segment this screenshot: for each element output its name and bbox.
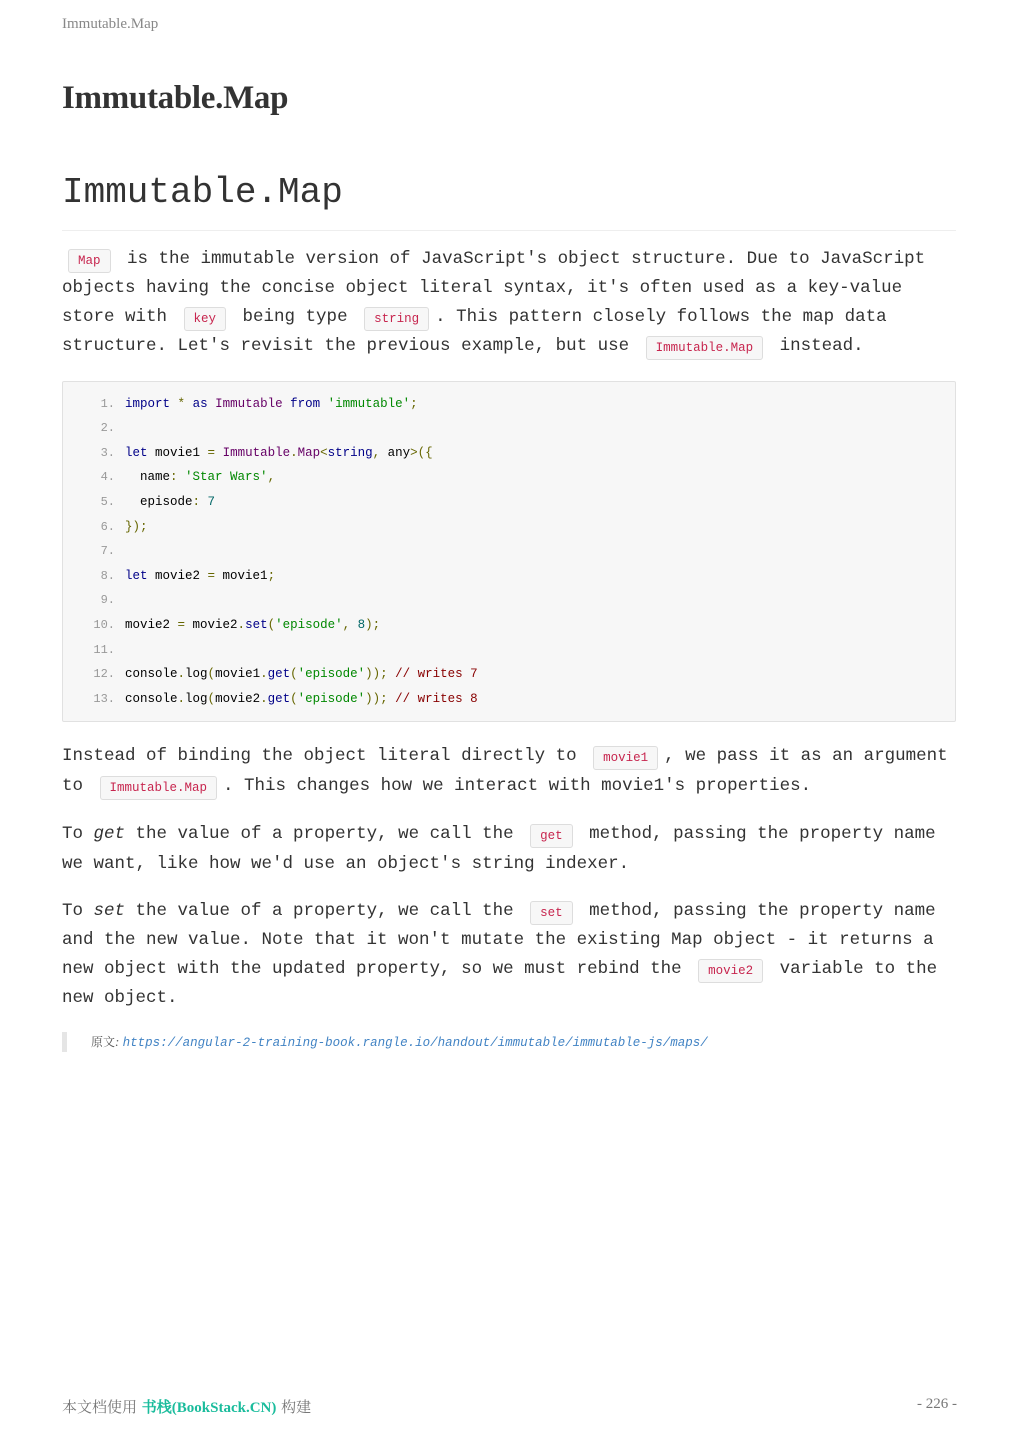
code-token — [200, 495, 208, 509]
code-token: console — [125, 691, 178, 706]
code-token: movie2 — [125, 617, 178, 632]
line-number: 3. — [100, 445, 115, 460]
section-title: Immutable.Map — [62, 170, 956, 231]
paragraph-text: To — [62, 824, 94, 845]
code-token: episode — [125, 495, 193, 509]
code-text — [125, 687, 478, 712]
code-token: ( — [207, 691, 216, 706]
footer-prefix: 本文档使用 — [62, 1398, 142, 1416]
code-token — [208, 397, 216, 411]
code-token: log — [185, 667, 208, 682]
code-token: }); — [125, 519, 148, 534]
code-token: // writes 8 — [395, 691, 478, 706]
code-token: = — [207, 445, 216, 460]
inline-code-map: Map — [68, 249, 111, 273]
article-body — [62, 245, 962, 1052]
line-number: 9. — [100, 593, 115, 608]
inline-code-immutable-map: Immutable.Map — [646, 336, 764, 360]
code-token: . — [237, 617, 246, 632]
code-token: ; — [410, 396, 418, 411]
code-text — [125, 613, 380, 638]
line-number: 10. — [93, 617, 115, 632]
code-token: ; — [267, 568, 276, 583]
code-token: Map — [297, 445, 321, 460]
inline-code-string: string — [364, 307, 429, 331]
code-token: let — [125, 568, 148, 583]
line-number: 12. — [93, 667, 115, 682]
paragraph-text: To — [62, 900, 94, 921]
code-token: = — [177, 617, 186, 632]
code-token: , — [267, 470, 276, 485]
paragraph-binding — [62, 742, 962, 801]
code-token — [215, 446, 223, 460]
source-link[interactable]: https://angular-2-training-book.rangle.io/handout/immutable/immutable-js/maps/ — [122, 1035, 708, 1050]
code-token: set — [245, 617, 268, 632]
code-token: // writes 7 — [395, 667, 478, 682]
code-text — [125, 441, 433, 466]
code-line — [63, 490, 955, 515]
code-token: movie2 — [185, 617, 238, 632]
code-token: from — [290, 396, 321, 411]
paragraph-set — [62, 897, 962, 1013]
page-title: Immutable.Map — [62, 80, 289, 116]
inline-code-get: get — [530, 824, 573, 848]
code-token: get — [267, 691, 291, 706]
footer-credit — [62, 1396, 311, 1417]
code-token: : — [192, 495, 201, 509]
code-token: . — [260, 691, 268, 706]
code-token: : — [170, 470, 178, 485]
code-line — [63, 662, 955, 687]
code-token: Immutable — [222, 445, 291, 460]
emphasis-get: get — [93, 824, 126, 845]
line-number: 11. — [93, 642, 115, 657]
paragraph-text: the value of a property, we call the — [125, 824, 525, 845]
code-token: )); — [365, 691, 388, 706]
running-header: Immutable.Map — [62, 16, 159, 32]
paragraph-text: method, passing the property name and the new value. Note that it won't mutate the existing Map object - it returns a new object with the updated property, so we must rebind the — [62, 900, 936, 979]
line-number: 8. — [100, 568, 115, 583]
code-token: 'episode' — [275, 617, 343, 632]
code-token: movie2 — [147, 568, 208, 583]
code-line — [63, 392, 955, 417]
code-token: movie1 — [215, 568, 268, 583]
code-line — [63, 416, 955, 441]
emphasis-set: set — [93, 900, 126, 921]
code-token: . — [260, 667, 268, 682]
code-token: any — [380, 445, 411, 460]
code-token: ); — [365, 617, 381, 632]
code-token — [350, 618, 358, 632]
inline-code-set: set — [530, 901, 573, 925]
footer-brand-link[interactable]: 书栈(BookStack.CN) — [141, 1400, 277, 1416]
code-token: 7 — [207, 495, 216, 509]
code-text — [125, 465, 275, 490]
code-token: . — [177, 691, 186, 706]
code-token: ( — [207, 667, 216, 682]
source-label: 原文 — [91, 1034, 116, 1049]
code-token — [178, 470, 186, 484]
line-number: 2. — [100, 421, 115, 436]
code-token — [170, 397, 178, 411]
code-token: = — [207, 568, 216, 583]
code-token: as — [192, 396, 208, 411]
code-token: console — [125, 667, 178, 682]
code-text — [125, 662, 478, 687]
inline-code-key: key — [184, 307, 227, 331]
code-token: Immutable — [215, 396, 283, 411]
code-token: get — [267, 667, 291, 682]
code-line — [63, 539, 955, 564]
line-number: 7. — [100, 544, 115, 559]
inline-code-immutable-map: Immutable.Map — [100, 776, 218, 800]
code-token: ( — [290, 691, 298, 706]
paragraph-text: . This changes how we interact with movie1's properties. — [223, 775, 812, 796]
code-token: movie1 — [147, 445, 208, 460]
code-token: . — [290, 445, 298, 460]
paragraph-text: variable to the new object. — [62, 958, 938, 1009]
code-line — [63, 687, 955, 712]
source-blockquote — [62, 1032, 962, 1052]
paragraph-text: instead. — [769, 336, 864, 357]
code-token: )); — [365, 667, 388, 682]
code-line — [63, 564, 955, 589]
paragraph-get — [62, 820, 962, 878]
code-line — [63, 613, 955, 638]
code-token: , — [372, 445, 381, 460]
line-number: 5. — [100, 495, 115, 509]
code-token: * — [177, 396, 186, 411]
code-line — [63, 588, 955, 613]
paragraph-text: the value of a property, we call the — [125, 900, 525, 921]
code-token: log — [185, 691, 208, 706]
code-token: 8 — [357, 617, 366, 632]
code-line — [63, 465, 955, 490]
code-token: name — [125, 470, 171, 485]
inline-code-movie1: movie1 — [593, 746, 658, 770]
paragraph-text: Instead of binding the object literal directly to — [62, 746, 588, 767]
line-number: 1. — [100, 396, 115, 411]
inline-code-movie2: movie2 — [698, 959, 763, 983]
code-text — [125, 490, 215, 515]
code-token: ( — [290, 667, 298, 682]
paragraph-text: is the immutable version of JavaScript's object structure. Due to JavaScript objects having the concise object literal syntax, it's often used as a key-value store with — [62, 249, 926, 327]
code-text — [125, 392, 418, 417]
code-token: ( — [267, 617, 276, 632]
paragraph-text: . This pattern closely follows the map data structure. Let's revisit the previous example, but use — [62, 306, 887, 357]
code-token — [283, 397, 291, 411]
code-text — [125, 515, 148, 540]
code-line — [63, 638, 955, 663]
code-token — [320, 397, 328, 411]
code-token: let — [125, 445, 148, 460]
code-line — [63, 441, 955, 466]
code-block — [62, 381, 956, 723]
code-token: 'immutable' — [327, 396, 411, 411]
code-token: 'episode' — [297, 691, 366, 706]
paragraph-text: being type — [232, 306, 359, 327]
code-token: import — [125, 396, 171, 411]
line-number: 4. — [100, 470, 115, 485]
code-token: >({ — [410, 445, 433, 460]
code-token: 'Star Wars' — [185, 470, 268, 485]
code-token: , — [342, 617, 351, 632]
code-line — [63, 515, 955, 540]
code-token — [185, 397, 193, 411]
code-token: 'episode' — [297, 667, 366, 682]
code-token: string — [327, 445, 373, 460]
paragraph-text: method, passing the property name we want, like how we'd use an object's string indexer. — [62, 824, 936, 874]
page-number: - 226 - — [917, 1396, 957, 1412]
footer-suffix: 构建 — [276, 1398, 312, 1416]
line-number: 6. — [100, 519, 115, 534]
code-token: movie2 — [215, 691, 261, 706]
paragraph-text: , we pass it as an argument to — [62, 746, 948, 796]
code-text — [125, 564, 275, 589]
code-token: < — [320, 445, 328, 460]
code-token: . — [177, 667, 186, 682]
line-number: 13. — [93, 691, 115, 706]
paragraph-intro — [62, 245, 962, 362]
code-token: movie1 — [215, 667, 261, 682]
source-colon: : — [115, 1033, 123, 1049]
